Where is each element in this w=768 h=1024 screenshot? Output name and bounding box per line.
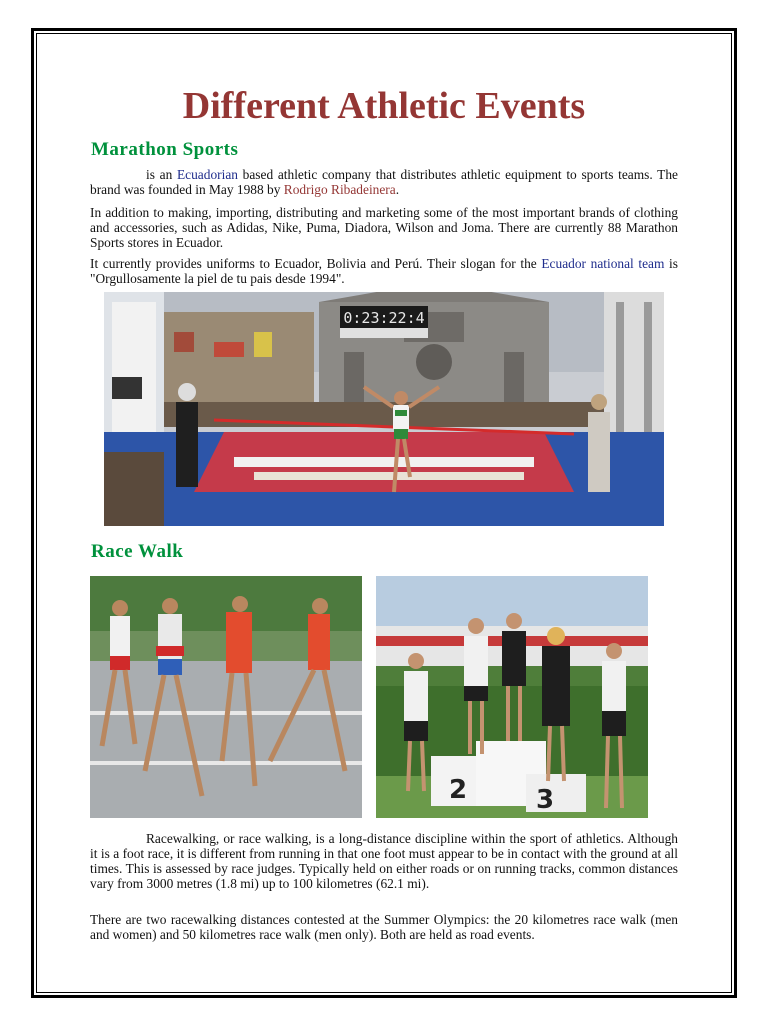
paragraph-marathon-intro: [90, 167, 678, 197]
link-ecuadorian[interactable]: Ecuadorian: [176, 167, 238, 182]
page-title: Different Athletic Events: [182, 85, 586, 127]
clock-display: 0:23:22:4: [343, 309, 425, 327]
podium-number-2: 2: [449, 775, 468, 805]
heading-race-walk: Race Walk: [91, 541, 184, 562]
link-rodrigo-ribadeinera[interactable]: Rodrigo Ribadeinera: [283, 182, 396, 197]
link-ecuador-national-team[interactable]: Ecuador national team: [541, 256, 665, 271]
paragraph-marathon-brands: In addition to making, importing, distributing and marketing some of the most important brands of clothing and accessories, such as Adidas, Nike, Puma, Diadora, Wilson and Joma. There are currently 88 Marathon Sports stores in Ecuador.: [90, 205, 678, 250]
heading-marathon-sports: Marathon Sports: [91, 139, 239, 160]
text-body: Racewalking, or race walking, is a long-distance discipline within the sport of athletics. Although it is a foot race, it is different from running in that one foot must appear to be in contact with the ground at all times. This is assessed by race judges. Typically held on either roads or on running tracks, common distances vary from 3000 metres (1.8 mi) up to 100 kilometres (62.1 mi).: [90, 831, 678, 891]
race-walkers-photo: [90, 576, 362, 818]
text-prefix: is an: [146, 167, 173, 182]
text-prefix: It currently provides uniforms to Ecuador, Bolivia and Perú. Their slogan for the: [90, 256, 537, 271]
podium-number-3: 3: [536, 785, 555, 815]
text-end: .: [395, 182, 400, 197]
marathon-finish-photo: [104, 292, 664, 526]
text-end: is "Orgullosamente la piel de tu pais desde 1994".: [90, 256, 678, 286]
podium-winners-photo: [376, 576, 648, 818]
paragraph-racewalk-olympics: There are two racewalking distances contested at the Summer Olympics: the 20 kilometres race walk (men and women) and 50 kilometres race walk (men only). Both are held as road events.: [90, 912, 678, 942]
text-mid: based athletic company that distributes athletic equipment to sports teams. The brand was founded in May 1988 by: [90, 167, 678, 197]
paragraph-marathon-uniforms: [90, 256, 678, 286]
paragraph-racewalk-definition: [90, 831, 678, 891]
